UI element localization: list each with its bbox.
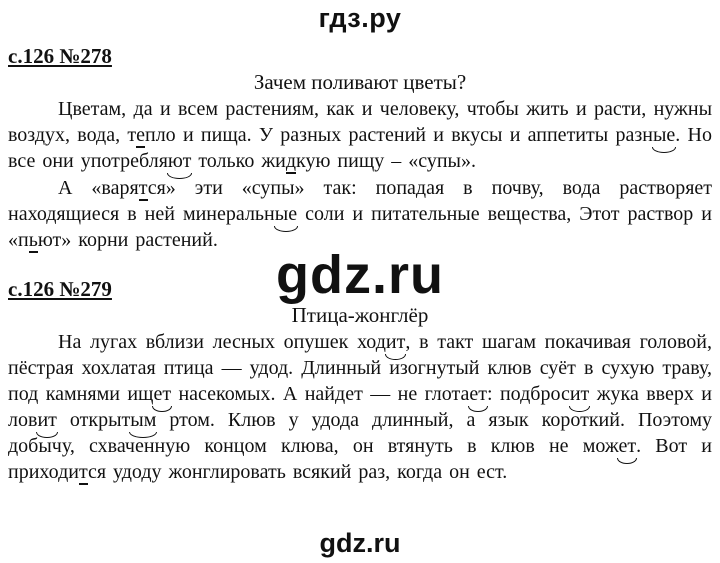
- text-run: А «варя: [58, 177, 139, 199]
- text-run: ют» корни растений.: [37, 229, 218, 251]
- exercise-278-section: [8, 34, 712, 253]
- exercise-278-heading: с.126 №278: [8, 44, 112, 68]
- text-run: ртом. Клюв у удода длинный, а язык короткий. Поэтому добычу, схваченную концом клюва, он втянуть в клюв не мож: [8, 409, 712, 457]
- text-run: открыт: [56, 409, 131, 431]
- annotated-letters: ет: [618, 435, 637, 457]
- annotated-letters: е: [136, 124, 145, 146]
- annotated-letters: ые: [274, 203, 298, 225]
- exercise-278-paragraph-1: [8, 96, 712, 174]
- annotated-letters: ют: [167, 150, 192, 172]
- annotated-letters: т: [78, 461, 88, 483]
- text-run: . Вот и приходи: [8, 435, 712, 483]
- annotated-letters: ет: [153, 383, 172, 405]
- annotated-letters: ит: [37, 409, 57, 431]
- text-run: жука вверх и лов: [8, 383, 712, 431]
- text-run: . Но все они употребля: [8, 124, 712, 172]
- text-run: : подброс: [487, 383, 570, 405]
- text-run: кую пищу – «супы».: [296, 150, 476, 172]
- annotated-letters: ет: [469, 383, 488, 405]
- text-run: пло и пища. У разных растений и вкусы и аппетиты разн: [144, 124, 653, 146]
- exercise-278-title: Зачем поливают цветы?: [253, 70, 467, 94]
- annotated-letters: ым: [130, 409, 157, 431]
- exercise-279-title: Птица-жонглёр: [291, 303, 429, 327]
- annotated-letters: ит: [385, 331, 406, 353]
- annotated-letters: ые: [652, 124, 676, 146]
- exercise-279-paragraph-1: [8, 329, 712, 485]
- text-run: На лугах вблизи лесных опушек ход: [58, 331, 386, 353]
- gdz-center-watermark: gdz.ru: [276, 245, 444, 305]
- text-run: ся удоду жонглировать всякий раз, когда он ест.: [87, 461, 508, 483]
- exercise-279-section: [8, 277, 713, 485]
- annotated-letters: ит: [569, 383, 590, 405]
- site-header-watermark: гдз.ру: [318, 3, 402, 33]
- text-run: ся» эти «супы» так: попадая в почву, вода растворяет находящиеся в ней минеральн: [8, 177, 713, 225]
- text-run: только жи: [191, 150, 286, 172]
- annotated-letters: т: [138, 177, 148, 199]
- exercise-278-paragraph-2: [8, 175, 712, 253]
- annotated-letters: д: [285, 150, 297, 172]
- text-run: насекомых. А найдет — не глота: [171, 383, 470, 405]
- site-footer-watermark: gdz.ru: [319, 528, 401, 558]
- annotated-letters: ь: [28, 229, 38, 251]
- text-run: , в такт шагам покачивая головой, пёстрая хохлатая птица — удод. Длинный изогнутый клюв суёт в сухую траву, под камнями ищ: [8, 331, 713, 405]
- text-run: соли и питательные вещества, Этот раствор и «п: [8, 203, 712, 251]
- exercise-279-heading: с.126 №279: [8, 277, 112, 301]
- text-run: Цветам, да и всем растениям, как и человеку, чтобы жить и расти, нужны воздух, вода, т: [8, 98, 712, 146]
